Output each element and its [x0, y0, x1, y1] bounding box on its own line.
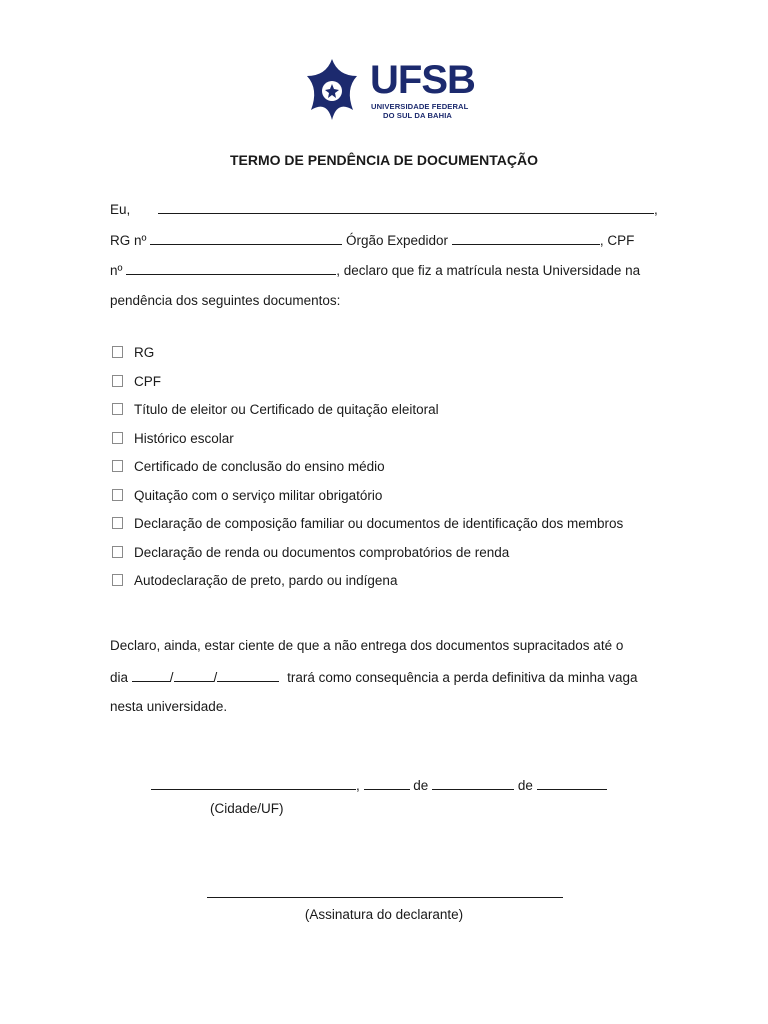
star-emblem-icon: [297, 56, 367, 126]
name-line: [110, 200, 658, 217]
day-field[interactable]: [132, 668, 170, 682]
date-day-field[interactable]: [364, 776, 410, 790]
document-title: TERMO DE PENDÊNCIA DE DOCUMENTAÇÃO: [229, 152, 538, 168]
notice-line-2: [110, 668, 638, 685]
de-label-1: de: [413, 778, 429, 793]
eu-label: Eu,: [110, 202, 131, 217]
orgao-field[interactable]: [452, 231, 600, 245]
pendencia-text: pendência dos seguintes documentos:: [110, 293, 341, 308]
logo-line-1: UNIVERSIDADE FEDERAL: [371, 102, 469, 111]
date-slash-1: /: [169, 670, 174, 685]
notice-line-1: Declaro, ainda, estar ciente de que a não entrega dos documentos supracitados até o: [110, 638, 624, 653]
rg-field[interactable]: [150, 231, 342, 245]
document-label: Histórico escolar: [134, 430, 234, 446]
document-checkbox[interactable]: [112, 460, 123, 472]
document-label: RG: [134, 345, 155, 360]
document-label: Declaração de renda ou documentos comprobatórios de renda: [134, 544, 510, 560]
name-comma: ,: [654, 202, 658, 217]
de-label-2: de: [517, 778, 533, 793]
rg-label: RG nº: [110, 233, 147, 248]
cpf-field[interactable]: [126, 261, 336, 275]
month-field[interactable]: [174, 668, 214, 682]
orgao-label: Órgão Expedidor: [345, 233, 449, 248]
document-checkbox[interactable]: [112, 574, 123, 586]
document-checkbox[interactable]: [112, 346, 123, 358]
document-label: CPF: [134, 373, 161, 389]
document-checkbox[interactable]: [112, 403, 123, 415]
document-checkbox[interactable]: [112, 546, 123, 558]
date-slash-2: /: [213, 670, 218, 685]
document-label: Quitação com o serviço militar obrigatório: [134, 487, 383, 503]
document-checkbox[interactable]: [112, 432, 123, 444]
date-month-field[interactable]: [432, 776, 514, 790]
name-field[interactable]: [158, 200, 654, 214]
logo-acronym: UFSB: [370, 58, 475, 102]
place-date-line: [151, 776, 607, 793]
logo-line-2: DO SUL DA BAHIA: [383, 111, 453, 120]
document-checkbox[interactable]: [112, 375, 123, 387]
place-comma: ,: [356, 778, 360, 793]
signature-field[interactable]: [207, 897, 563, 898]
signature-caption: (Assinatura do declarante): [304, 907, 464, 922]
document-checkbox[interactable]: [112, 489, 123, 501]
year-field[interactable]: [217, 668, 279, 682]
date-year-field[interactable]: [537, 776, 607, 790]
document-label: Certificado de conclusão do ensino médio: [134, 459, 385, 474]
cpf-line: [110, 261, 640, 278]
document-label: Autodeclaração de preto, pardo ou indígena: [134, 573, 398, 588]
ufsb-logo: [297, 56, 475, 126]
cpf-label: , CPF: [599, 233, 635, 248]
document-checkbox[interactable]: [112, 517, 123, 529]
city-caption: (Cidade/UF): [210, 801, 284, 816]
city-field[interactable]: [151, 776, 356, 790]
notice-line-3: nesta universidade.: [110, 699, 228, 714]
n-label: nº: [110, 263, 123, 278]
document-label: Título de eleitor ou Certificado de quitação eleitoral: [134, 402, 439, 417]
dia-label: dia: [110, 670, 129, 685]
document-label: Declaração de composição familiar ou documentos de identificação dos membros: [134, 516, 624, 531]
declaro-text: , declaro que fiz a matrícula nesta Universidade na: [336, 263, 641, 278]
consequence-text: trará como consequência a perda definitiva da minha vaga: [287, 670, 638, 685]
rg-line: [110, 231, 634, 248]
